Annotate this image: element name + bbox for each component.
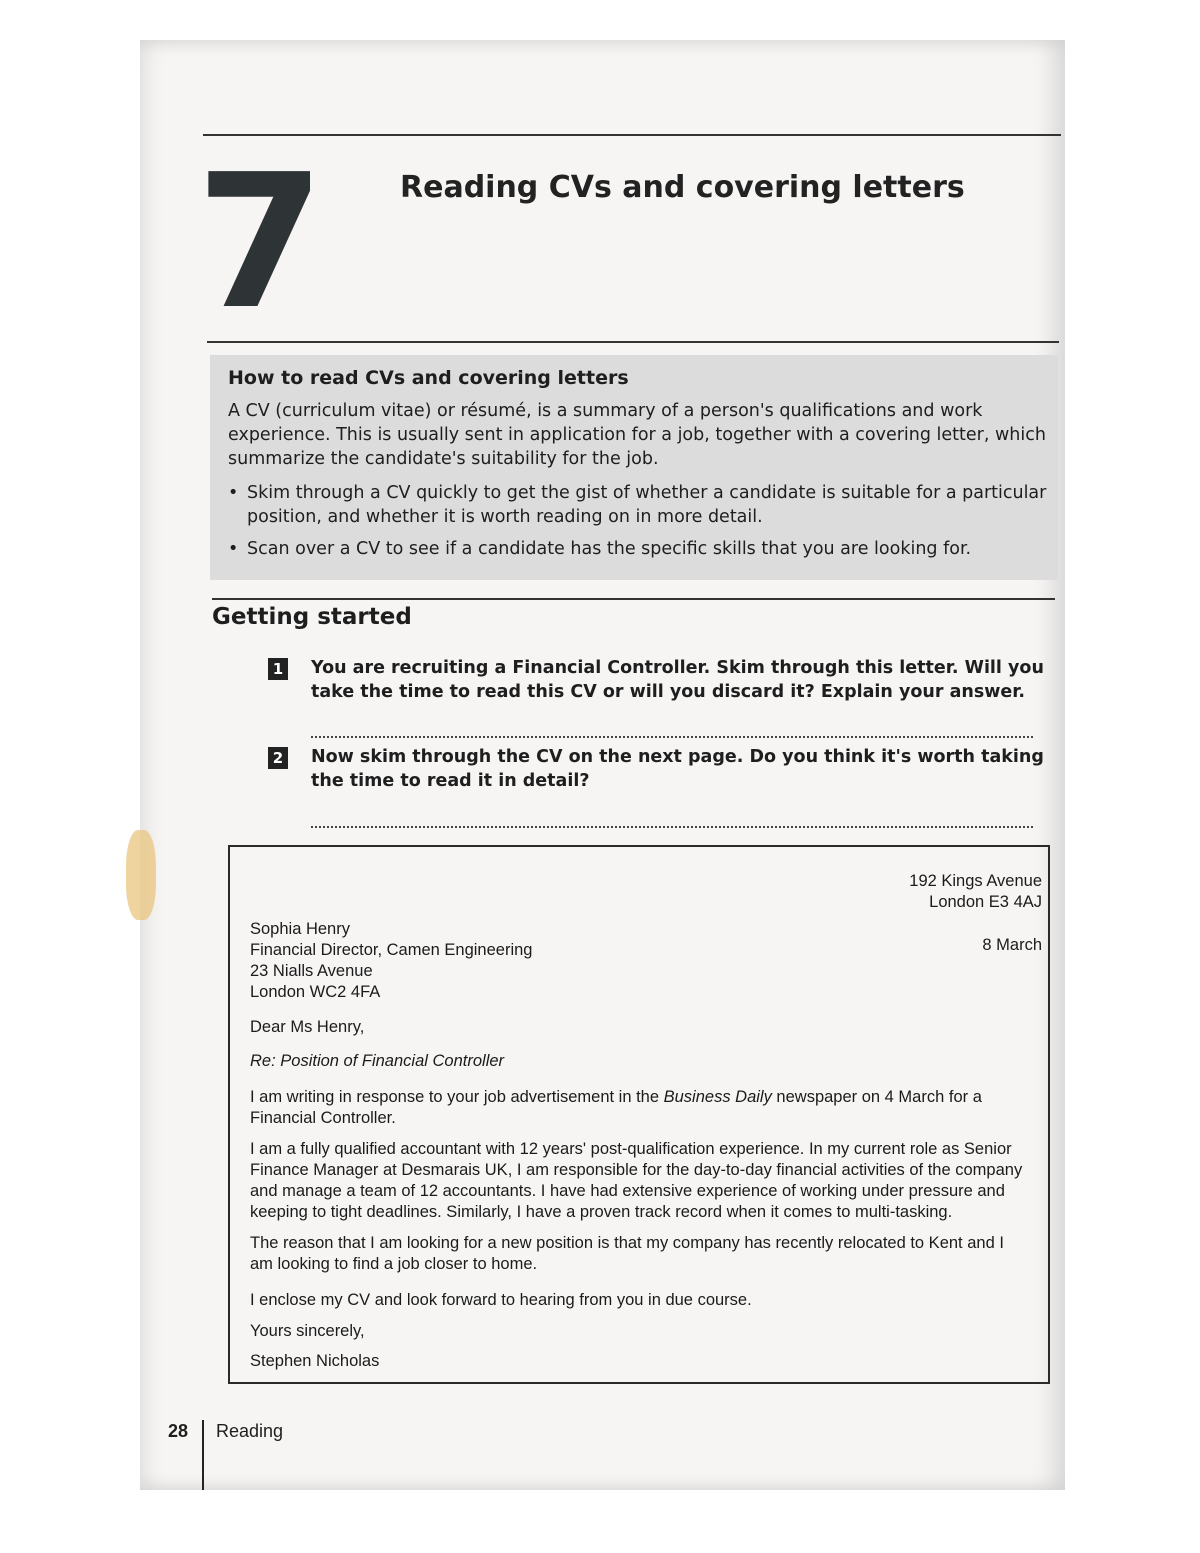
covering-letter xyxy=(228,845,1050,1384)
answer-line[interactable] xyxy=(311,736,1033,738)
getting-started-heading: Getting started xyxy=(212,604,412,630)
question-number: 1 xyxy=(268,658,288,680)
para-text: I am writing in response to your job advertisement in the xyxy=(250,1088,664,1106)
question-text: You are recruiting a Financial Controller. Skim through this letter. Will you take the time to read this CV or will you discard it? Explain your answer. xyxy=(311,658,1044,702)
chapter-title: Reading CVs and covering letters xyxy=(400,170,965,205)
signature: Stephen Nicholas xyxy=(250,1352,380,1370)
letter-paragraph-1 xyxy=(250,1087,1030,1129)
how-to-bullet: • Skim through a CV quickly to get the gist of whether a candidate is suitable for a particular position, and whether it is worth reading on in more detail. xyxy=(228,481,1048,529)
letter-date: 8 March xyxy=(982,936,1042,954)
footer-divider xyxy=(202,1420,204,1490)
letter-paragraph-3: The reason that I am looking for a new position is that my company has recently relocated to Kent and I am looking to find a job closer to home. xyxy=(250,1234,1004,1273)
letter-paragraph-2: I am a fully qualified accountant with 12 years' post-qualification experience. In my current role as Senior Finance Manager at Desmarais UK, I am responsible for the day-to-day financial activities of the company and manage a team of 12 accountants. I have had extensive experience of working under pressure and keeping to tight deadlines. Similarly, I have a proven track record when it comes to multi-tasking. xyxy=(250,1140,1023,1221)
thumb-shadow xyxy=(126,830,156,920)
how-to-list xyxy=(228,481,1048,569)
subject-line: Re: Position of Financial Controller xyxy=(250,1052,505,1070)
para-text: newspaper on 4 March for a Financial Controller. xyxy=(250,1088,982,1127)
recipient-address xyxy=(250,919,532,1003)
answer-line[interactable] xyxy=(311,826,1033,828)
question-number: 2 xyxy=(268,747,288,769)
closing: Yours sincerely, xyxy=(250,1322,365,1340)
recipient-line: 23 Nialls Avenue xyxy=(250,962,373,980)
how-to-intro: A CV (curriculum vitae) or résumé, is a summary of a person's qualifications and work experience. This is usually sent in application for a job, together with a covering letter, which summarize the candidate's suitability for the job. xyxy=(228,401,1046,469)
recipient-line: Financial Director, Camen Engineering xyxy=(250,941,533,959)
chapter-number: 7 xyxy=(196,134,319,350)
chapter-bottom-rule xyxy=(207,341,1059,343)
recipient-line: London WC2 4FA xyxy=(250,983,381,1001)
page-number: 28 xyxy=(168,1421,189,1441)
top-rule xyxy=(203,134,1061,136)
recipient-line: Sophia Henry xyxy=(250,920,350,938)
newspaper-name: Business Daily xyxy=(663,1088,772,1106)
footer-section: Reading xyxy=(216,1421,284,1441)
salutation: Dear Ms Henry, xyxy=(250,1018,365,1036)
section-rule xyxy=(212,598,1055,600)
address-line: 192 Kings Avenue xyxy=(909,872,1042,890)
how-to-box xyxy=(210,355,1058,580)
how-to-bullet: • Scan over a CV to see if a candidate has the specific skills that you are looking for. xyxy=(228,537,1048,561)
sender-address xyxy=(909,871,1042,913)
question-text: Now skim through the CV on the next page. Do you think it's worth taking the time to read it in detail? xyxy=(311,747,1044,791)
address-line: London E3 4AJ xyxy=(929,893,1042,911)
how-to-heading: How to read CVs and covering letters xyxy=(228,367,629,389)
letter-paragraph-4: I enclose my CV and look forward to hearing from you in due course. xyxy=(250,1291,752,1309)
